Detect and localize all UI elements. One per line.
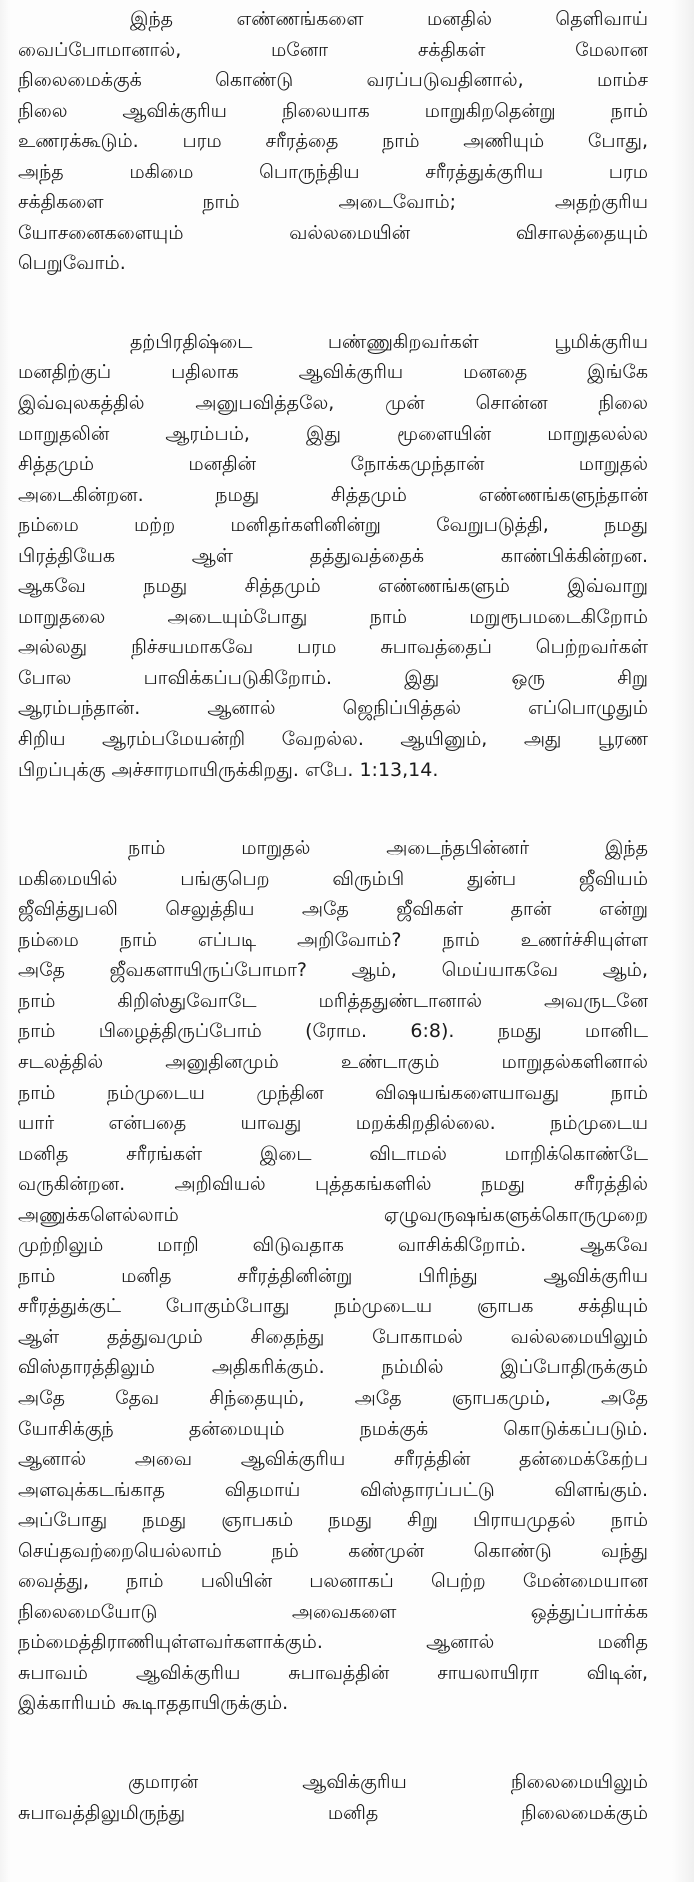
- text-line: வைத்து, நாம் பலியின் பலனாகப் பெற்ற மேன்மையான: [18, 1570, 648, 1593]
- text-line: சுபாவம் ஆவிக்குரிய சுபாவத்தின் சாயலாயிரா விடின்,: [18, 1661, 648, 1684]
- text-line: அதே தேவ சிந்தையும், அதே ஞாபகமும், அதே: [18, 1386, 648, 1409]
- text-line: மாறுதலை அடையும்போது நாம் மறுரூபமடைகிறோம்: [18, 605, 648, 628]
- text-line: நாம் மாறுதல் அடைந்தபின்னர் இந்த: [128, 837, 648, 860]
- text-line: யோசிக்குந் தன்மையும் நமக்குக் கொடுக்கப்படும்.: [18, 1417, 648, 1440]
- text-line: மனித சரீரங்கள் இடை விடாமல் மாறிக்கொண்டே: [18, 1142, 648, 1165]
- text-line: சக்திகளை நாம் அடைவோம்; அதற்குரிய: [18, 191, 648, 214]
- text-line: நாம் பிழைத்திருப்போம் (ரோம. 6:8). நமது மானிட: [18, 1020, 648, 1043]
- text-line: பிறப்புக்கு அச்சாரமாயிருக்கிறது. எபே. 1:13,14.: [18, 758, 439, 781]
- text-line: நிலை ஆவிக்குரிய நிலையாக மாறுகிறதென்று நாம்: [18, 99, 648, 122]
- text-line: பிரத்தியேக ஆள் தத்துவத்தைக் காண்பிக்கின்றன.: [18, 544, 648, 567]
- page-edge-shadow-right: [672, 0, 694, 1882]
- text-line: நாம் மனித சரீரத்தினின்று பிரிந்து ஆவிக்குரிய: [18, 1264, 648, 1287]
- text-line: நிலைமைக்குக் கொண்டு வரப்படுவதினால், மாம்ச: [18, 69, 648, 92]
- paragraph-1: [18, 4, 648, 279]
- text-line: ஆள் தத்துவமும் சிதைந்து போகாமல் வல்லமையிலும்: [18, 1325, 648, 1348]
- text-line: ஆரம்பந்தான். ஆனால் ஜெநிப்பித்தல் எப்பொழுதும்: [18, 697, 648, 720]
- text-line: குமாரன் ஆவிக்குரிய நிலைமையிலும்: [128, 1770, 648, 1793]
- text-line: சரீரத்துக்குட் போகும்போது நம்முடைய ஞாபக சக்தியும்: [18, 1295, 648, 1318]
- text-line: நம்மை மற்ற மனிதர்களினின்று வேறுபடுத்தி, நமது: [18, 514, 648, 537]
- text-line: சடலத்தில் அனுதினமும் உண்டாகும் மாறுதல்களினால்: [18, 1050, 648, 1073]
- text-line: சித்தமும் மனதின் நோக்கமுந்தான் மாறுதல்: [18, 453, 648, 476]
- text-line: சிறிய ஆரம்பமேயன்றி வேறல்ல. ஆயினும், அது பூரண: [18, 728, 648, 751]
- text-line: மாறுதலின் ஆரம்பம், இது மூளையின் மாறுதலல்ல: [18, 422, 648, 445]
- text-line: தற்பிரதிஷ்டை பண்ணுகிறவர்கள் பூமிக்குரிய: [130, 330, 648, 353]
- text-line: ஆகவே நமது சித்தமும் எண்ணங்களும் இவ்வாறு: [18, 575, 648, 598]
- text-line: யோசனைகளையும் வல்லமையின் விசாலத்தையும்: [18, 221, 648, 244]
- text-line: அளவுக்கடங்காத விதமாய் விஸ்தாரப்பட்டு விளங்கும்.: [18, 1478, 648, 1501]
- text-line: வைப்போமானால், மனோ சக்திகள் மேலான: [18, 38, 648, 61]
- text-line: நம்மை நாம் எப்படி அறிவோம்? நாம் உணர்ச்சியுள்ள: [18, 928, 648, 951]
- text-line: முற்றிலும் மாறி விடுவதாக வாசிக்கிறோம். ஆகவே: [18, 1234, 648, 1257]
- text-line: இவ்வுலகத்தில் அனுபவித்தலே, முன் சொன்ன நிலை: [18, 392, 648, 415]
- text-line: சுபாவத்திலுமிருந்து மனித நிலைமைக்கும்: [18, 1801, 648, 1824]
- text-line: செய்தவற்றையெல்லாம் நம் கண்முன் கொண்டு வந்து: [18, 1539, 648, 1562]
- paragraph-2: [18, 327, 648, 785]
- paragraph-3: [18, 833, 648, 1719]
- text-line: அதே ஜீவகளாயிருப்போமா? ஆம், மெய்யாகவே ஆம்,: [18, 959, 648, 982]
- text-line: அந்த மகிமை பொருந்திய சரீரத்துக்குரிய பரம: [18, 160, 648, 183]
- paragraph-4: [18, 1767, 648, 1828]
- text-line: நம்மைத்திராணியுள்ளவர்களாக்கும். ஆனால் மனித: [18, 1631, 648, 1654]
- text-line: நாம் கிறிஸ்துவோடே மரித்ததுண்டானால் அவருடனே: [18, 989, 648, 1012]
- text-line: அப்போது நமது ஞாபகம் நமது சிறு பிராயமுதல் நாம்: [18, 1509, 648, 1532]
- text-line: உணரக்கூடும். பரம சரீரத்தை நாம் அணியும் போது,: [18, 130, 648, 153]
- text-line: ஜீவித்துபலி செலுத்திய அதே ஜீவிகள் தான் என்று: [18, 898, 648, 921]
- text-line: இக்காரியம் கூடிாததாயிருக்கும்.: [18, 1692, 289, 1715]
- text-line: பெறுவோம்.: [18, 252, 126, 275]
- text-line: போல பாவிக்கப்படுகிறோம். இது ஒரு சிறு: [18, 666, 648, 689]
- text-line: ஆனால் அவை ஆவிக்குரிய சரீரத்தின் தன்மைக்கேற்ப: [18, 1448, 648, 1471]
- text-line: இந்த எண்ணங்களை மனதில் தெளிவாய்: [130, 8, 648, 30]
- text-line: யார் என்பதை யாவது மறக்கிறதில்லை. நம்முடைய: [18, 1112, 648, 1135]
- text-line: நிலைமையோடு அவைகளை ஒத்துப்பார்க்க: [18, 1600, 648, 1623]
- text-line: மனதிற்குப் பதிலாக ஆவிக்குரிய மனதை இங்கே: [18, 361, 648, 384]
- page-edge-shadow-left: [0, 0, 10, 1882]
- text-line: அணுக்களெல்லாம் ஏழுவருஷங்களுக்கொருமுறை: [18, 1203, 648, 1226]
- text-line: அடைகின்றன. நமது சித்தமும் எண்ணங்களுந்தான்: [18, 483, 648, 506]
- text-line: அல்லது நிச்சயமாகவே பரம சுபாவத்தைப் பெற்றவர்கள்: [18, 636, 648, 659]
- body-text: [18, 4, 648, 1876]
- text-line: விஸ்தாரத்திலும் அதிகரிக்கும். நம்மில் இப்போதிருக்கும்: [18, 1356, 648, 1379]
- text-line: மகிமையில் பங்குபெற விரும்பி துன்ப ஜீவியம்: [18, 867, 648, 890]
- text-line: வருகின்றன. அறிவியல் புத்தகங்களில் நமது சரீரத்தில்: [18, 1173, 648, 1196]
- text-line: நாம் நம்முடைய முந்தின விஷயங்களையாவது நாம்: [18, 1081, 648, 1104]
